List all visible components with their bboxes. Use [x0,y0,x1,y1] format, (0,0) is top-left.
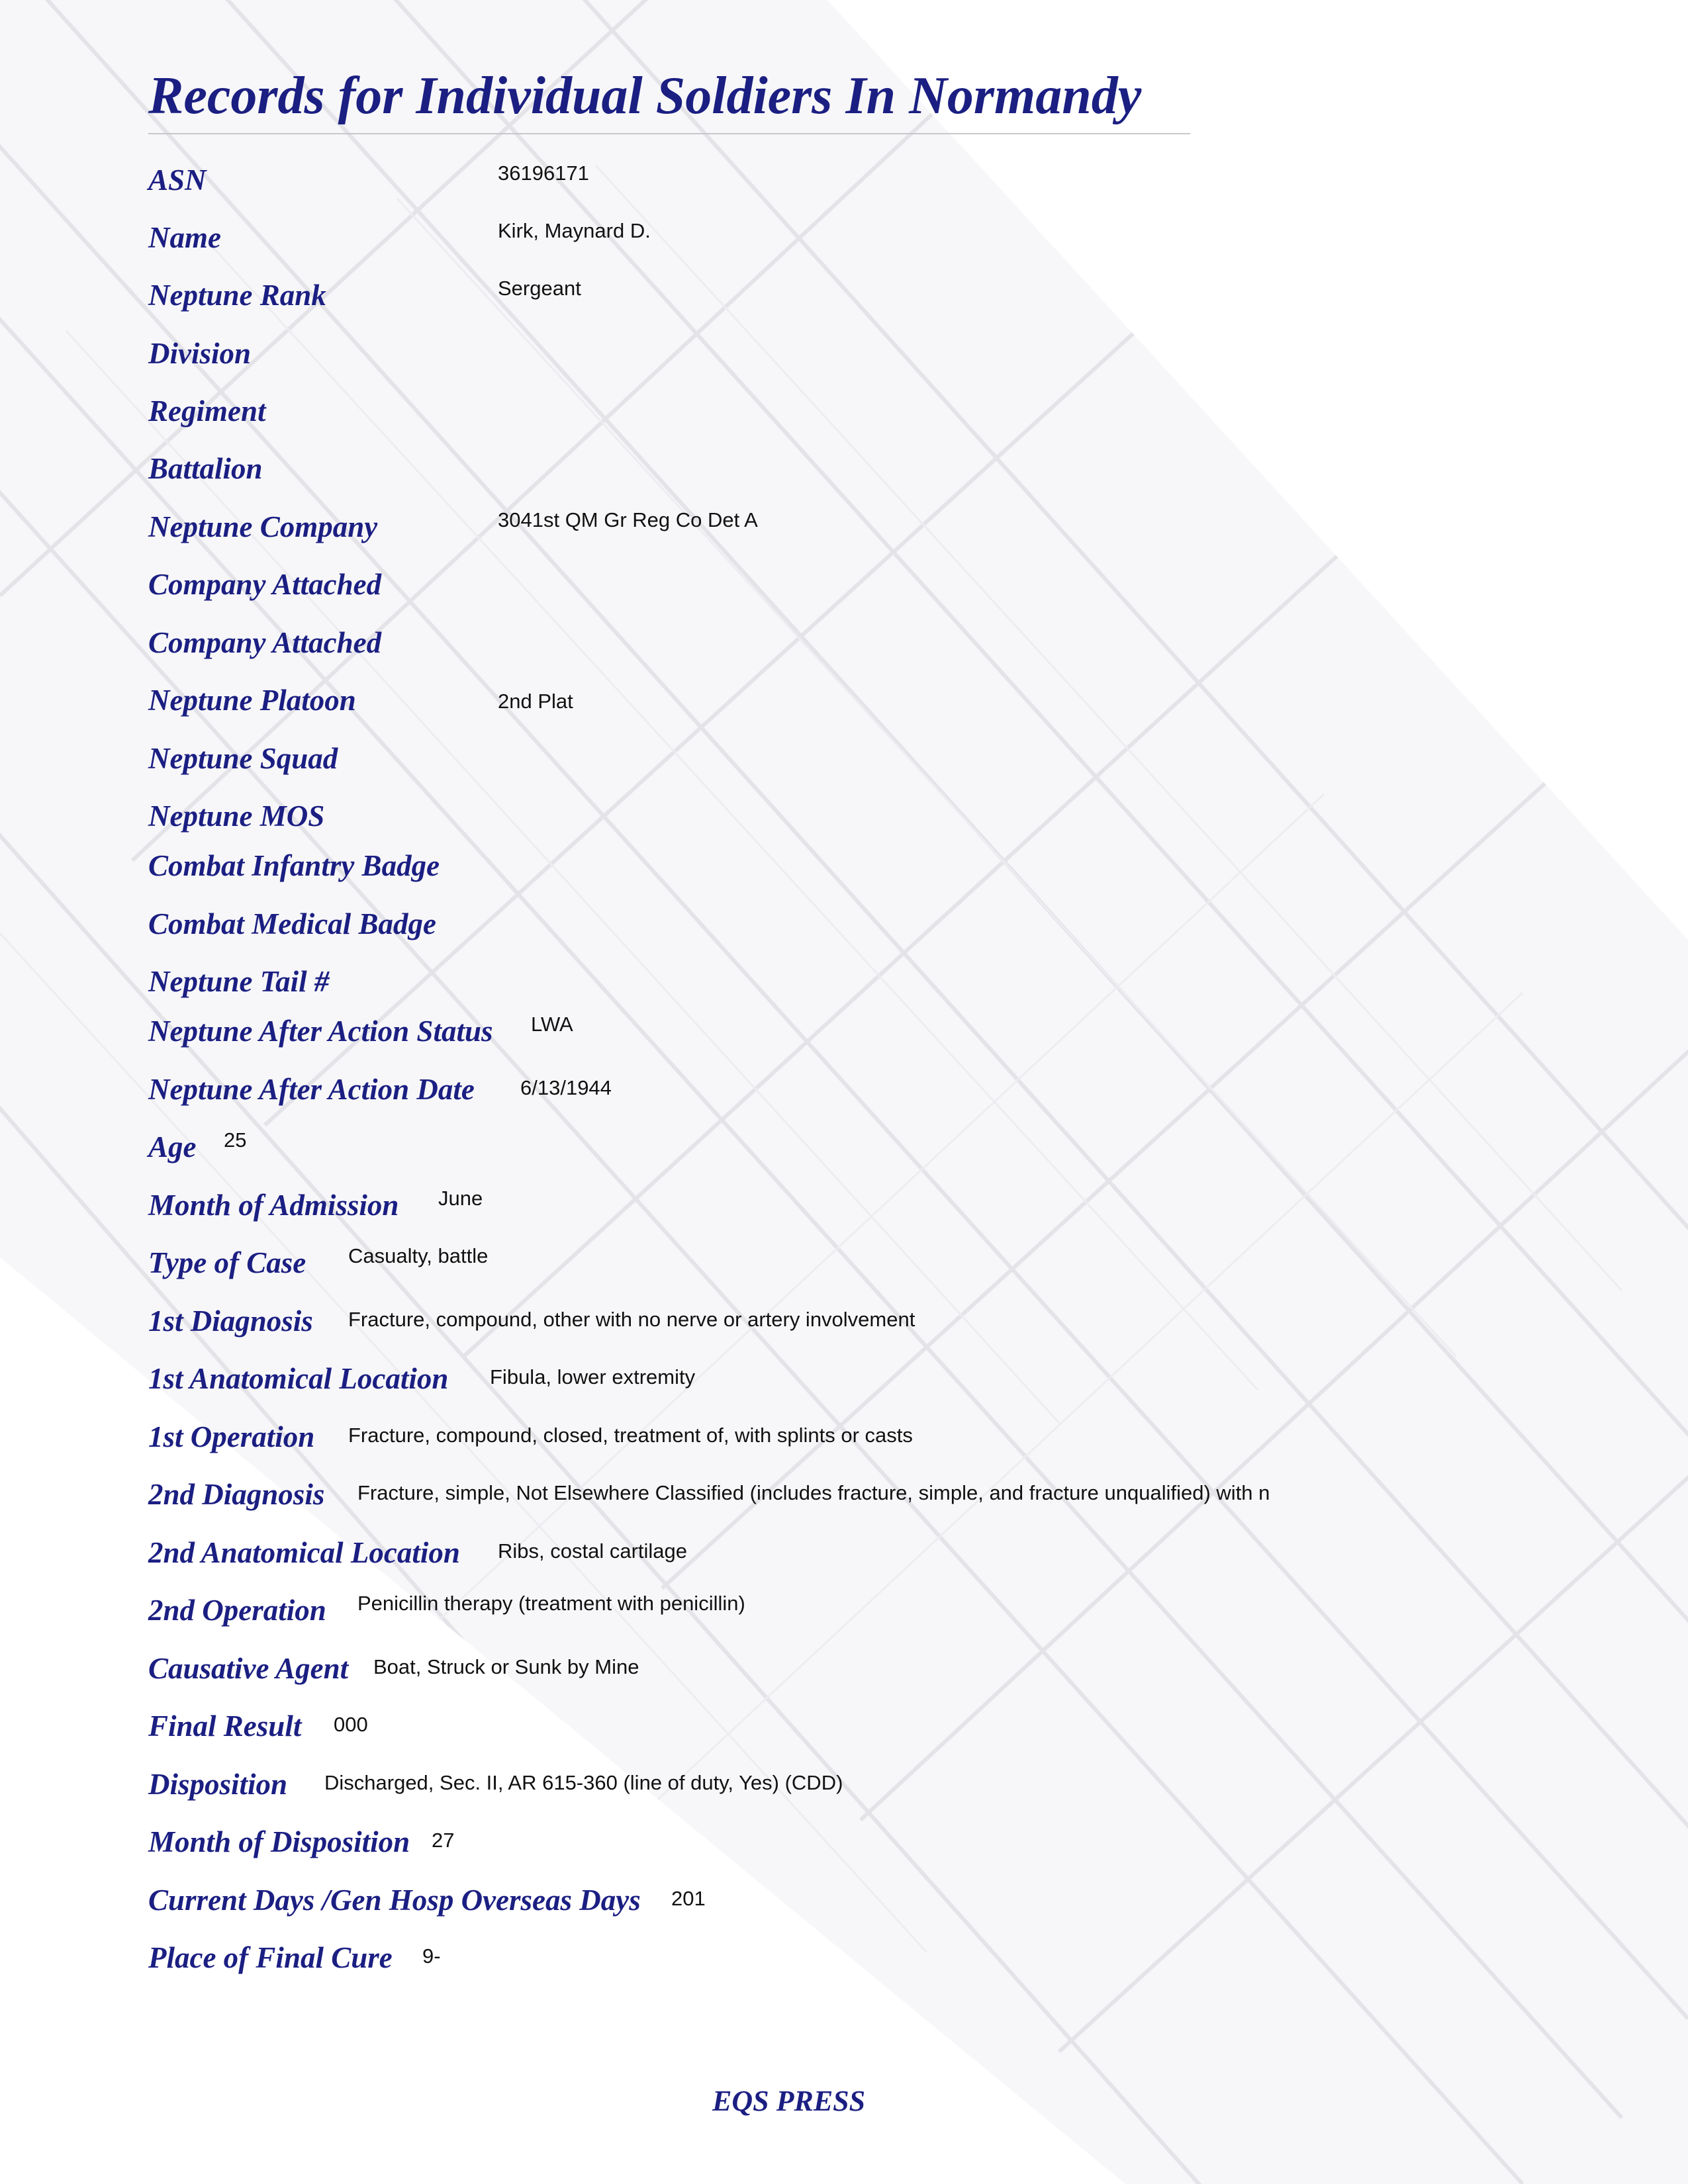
field-label: Neptune Tail # [148,965,330,998]
field-after-action-status [148,1013,1671,1052]
field-month-of-admission [148,1187,1671,1226]
title-divider [148,133,1190,134]
field-label: 2nd Operation [148,1594,326,1627]
field-label: Neptune Squad [148,742,338,775]
field-label: Causative Agent [148,1652,349,1685]
field-final-result [148,1707,1671,1747]
field-label: Neptune Company [148,510,378,543]
field-neptune-company [148,508,1671,548]
field-neptune-rank [148,277,1671,316]
field-value: Fibula, lower extremity [490,1365,696,1388]
field-value: Casualty, battle [348,1244,489,1267]
field-value: 000 [334,1713,368,1736]
field-label: Neptune Platoon [148,684,356,717]
field-label: 1st Anatomical Location [148,1362,449,1395]
field-2nd-operation [148,1592,1671,1631]
field-place-of-final-cure [148,1939,1671,1979]
field-label: Neptune MOS [148,799,325,833]
field-regiment [148,392,1671,432]
field-value: Sergeant [498,277,581,300]
field-label: Current Days /Gen Hosp Overseas Days [148,1884,641,1917]
field-value: 2nd Plat [498,690,573,713]
field-age [148,1128,1671,1168]
publisher-footer: EQS PRESS [712,2085,866,2117]
field-label: Month of Admission [148,1189,399,1222]
field-value: 27 [432,1829,455,1852]
field-label: Month of Disposition [148,1825,410,1858]
field-value: Fracture, compound, closed, treatment of, with splints or casts [348,1424,913,1447]
field-label: Division [148,337,252,370]
field-causative-agent [148,1650,1671,1690]
field-label: Combat Infantry Badge [148,849,440,882]
field-1st-anatomical-location [148,1360,1671,1400]
field-1st-diagnosis [148,1302,1671,1342]
field-value: LWA [531,1013,573,1036]
field-label: 1st Diagnosis [148,1304,313,1338]
field-value: 36196171 [498,161,589,185]
field-label: Company Attached [148,626,382,659]
field-label: Disposition [148,1768,288,1801]
field-type-of-case [148,1244,1671,1284]
field-1st-operation [148,1418,1671,1458]
field-label: Combat Medical Badge [148,907,436,940]
field-label: 2nd Diagnosis [148,1478,325,1511]
field-neptune-platoon [148,682,1671,721]
field-label: Age [148,1130,197,1163]
field-label: ASN [148,163,207,197]
field-company-attached [148,624,1671,664]
field-label: 2nd Anatomical Location [148,1536,460,1569]
field-neptune-squad [148,740,1671,780]
field-battalion [148,450,1671,490]
field-value: Ribs, costal cartilage [498,1539,688,1563]
field-label: Regiment [148,394,266,428]
field-current-days-gen-hosp [148,1882,1671,1921]
field-label: Company Attached [148,568,382,601]
field-value: 25 [224,1128,247,1152]
field-division [148,335,1671,375]
field-month-of-disposition [148,1823,1671,1863]
field-2nd-diagnosis [148,1476,1671,1516]
field-after-action-date [148,1071,1671,1111]
field-disposition [148,1766,1671,1805]
field-label: Final Result [148,1709,302,1743]
field-value: 9- [422,1944,441,1968]
field-value: Discharged, Sec. II, AR 615-360 (line of duty, Yes) (CDD) [324,1771,843,1794]
field-value: June [438,1187,483,1210]
field-combat-infantry-badge [148,847,1671,887]
field-label: 1st Operation [148,1420,315,1453]
field-2nd-anatomical-location [148,1534,1671,1574]
field-label: Neptune After Action Status [148,1015,493,1048]
field-value: 3041st QM Gr Reg Co Det A [498,508,758,531]
field-label: Type of Case [148,1246,306,1279]
field-value: Kirk, Maynard D. [498,219,651,242]
field-value: 201 [671,1887,706,1910]
field-value: Fracture, simple, Not Elsewhere Classified (includes fracture, simple, and fracture unqualified) with n [357,1481,1270,1504]
field-value: Fracture, compound, other with no nerve or artery involvement [348,1308,915,1331]
field-neptune-mos [148,797,1671,837]
field-label: Name [148,221,221,254]
field-value: Boat, Struck or Sunk by Mine [373,1655,639,1678]
field-value: 6/13/1944 [520,1076,612,1099]
field-company-attached [148,566,1671,606]
field-label: Neptune After Action Date [148,1073,475,1106]
field-neptune-tail-number [148,963,1671,1003]
field-asn [148,161,1671,201]
field-label: Neptune Rank [148,279,326,312]
field-combat-medical-badge [148,905,1671,945]
field-label: Battalion [148,452,263,485]
field-label: Place of Final Cure [148,1941,393,1974]
field-value: Penicillin therapy (treatment with penicillin) [357,1592,745,1615]
page-title: Records for Individual Soldiers In Normandy [148,67,1142,125]
field-name [148,219,1671,259]
